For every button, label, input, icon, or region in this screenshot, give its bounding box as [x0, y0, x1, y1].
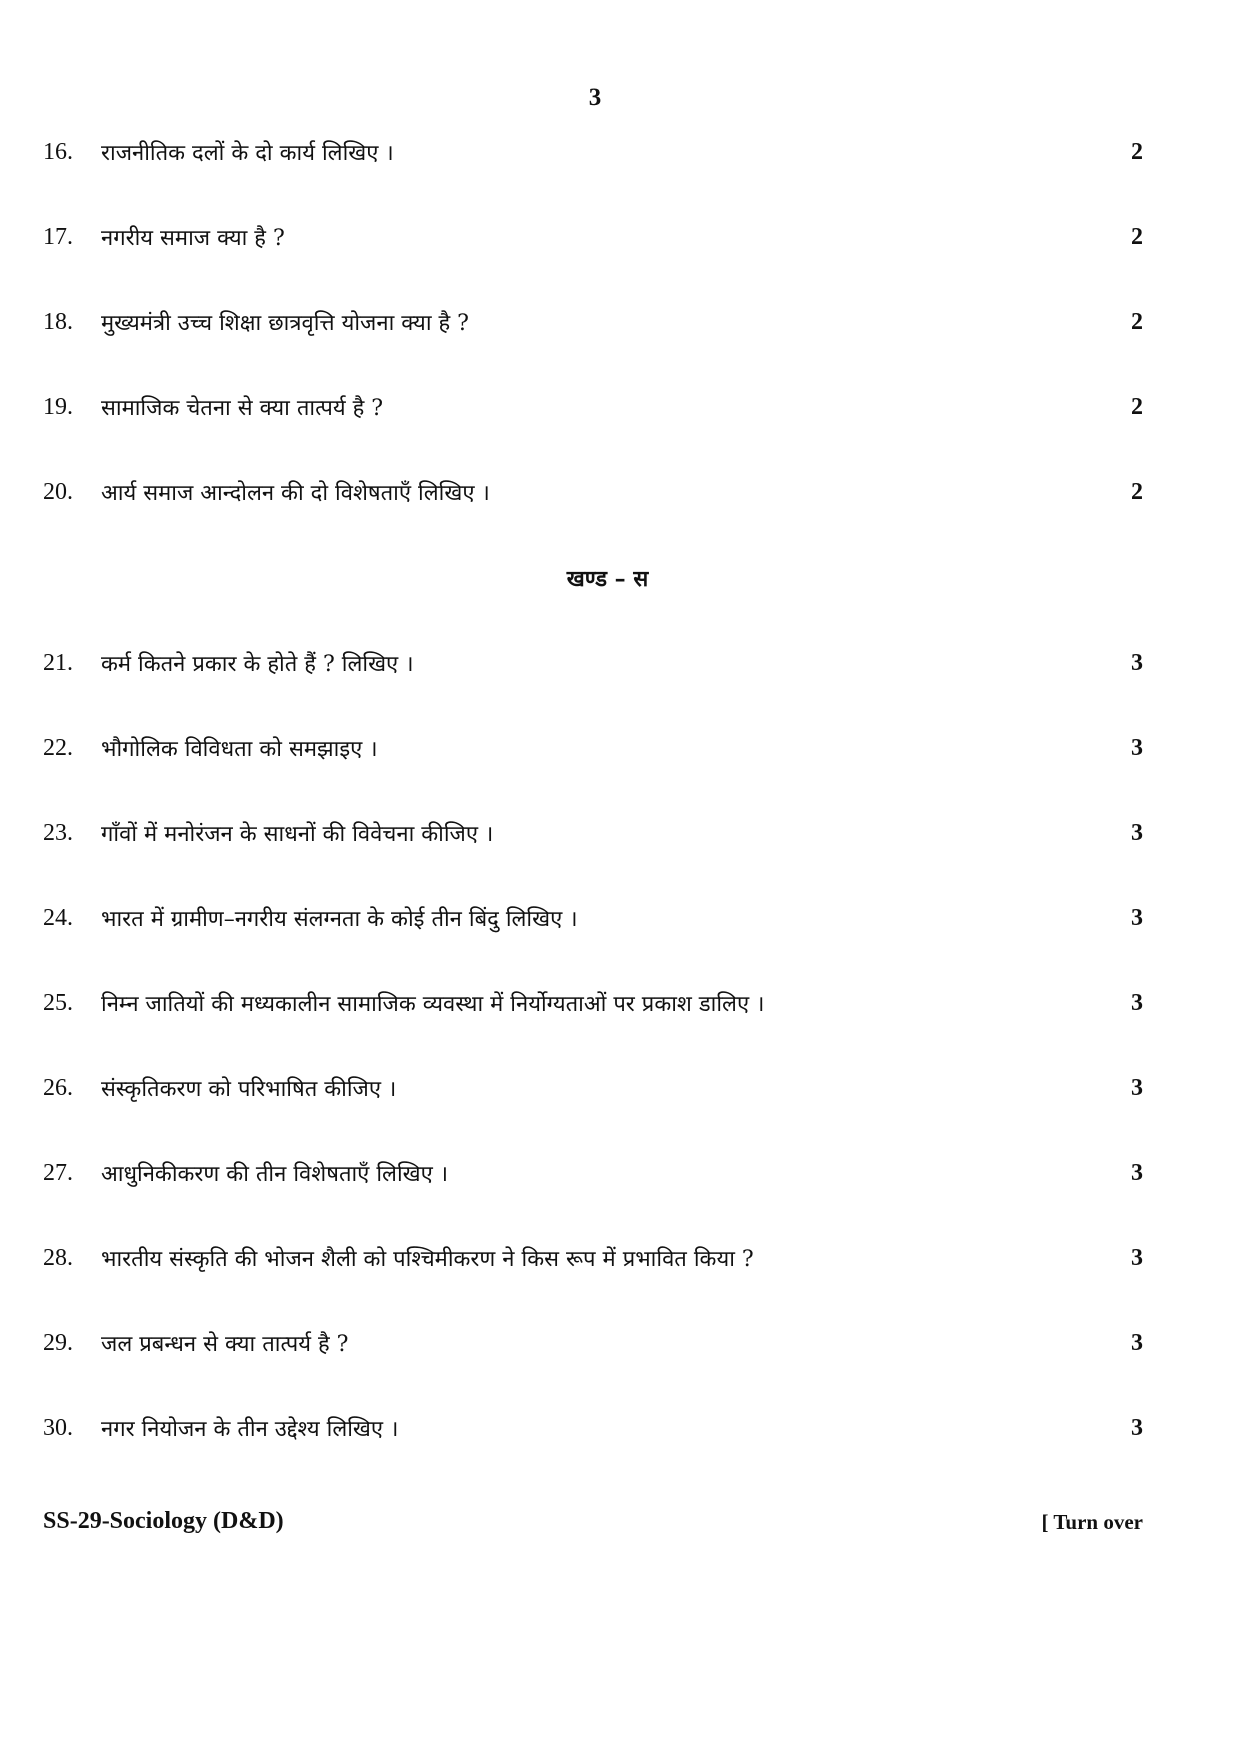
question-number: 27.	[43, 1159, 73, 1186]
question-number: 20.	[43, 478, 73, 505]
question-text: भारत में ग्रामीण–नगरीय संलग्नता के कोई तीन बिंदु लिखिए ।	[101, 907, 578, 932]
question-18	[43, 302, 1143, 342]
question-27	[43, 1153, 1143, 1193]
question-number: 22.	[43, 734, 73, 761]
question-24	[43, 898, 1143, 938]
paper-code: SS-29-Sociology (D&D)	[43, 1508, 284, 1534]
question-marks: 3	[1131, 1074, 1143, 1101]
turn-over-note: [ Turn over	[1041, 1510, 1143, 1534]
question-20	[43, 472, 1143, 512]
question-17	[43, 217, 1143, 257]
question-number: 17.	[43, 223, 73, 250]
question-marks: 2	[1131, 478, 1143, 505]
question-marks: 3	[1131, 649, 1143, 676]
question-marks: 3	[1131, 989, 1143, 1016]
question-marks: 2	[1131, 138, 1143, 165]
question-number: 21.	[43, 649, 73, 676]
question-22	[43, 728, 1143, 768]
question-text: नगर नियोजन के तीन उद्देश्य लिखिए ।	[101, 1417, 399, 1442]
question-23	[43, 813, 1143, 853]
question-number: 18.	[43, 308, 73, 335]
question-21	[43, 643, 1143, 683]
question-marks: 3	[1131, 1244, 1143, 1271]
question-marks: 3	[1131, 734, 1143, 761]
question-marks: 3	[1131, 819, 1143, 846]
question-text: संस्कृतिकरण को परिभाषित कीजिए ।	[101, 1077, 397, 1102]
question-text: भारतीय संस्कृति की भोजन शैली को पश्चिमीकरण ने किस रूप में प्रभावित किया ?	[101, 1247, 754, 1272]
question-28	[43, 1238, 1143, 1278]
question-number: 26.	[43, 1074, 73, 1101]
question-19	[43, 387, 1143, 427]
question-text: निम्न जातियों की मध्यकालीन सामाजिक व्यवस्था में निर्योग्यताओं पर प्रकाश डालिए ।	[101, 992, 765, 1017]
question-number: 28.	[43, 1244, 73, 1271]
question-text: राजनीतिक दलों के दो कार्य लिखिए ।	[101, 141, 394, 166]
question-text: मुख्यमंत्री उच्च शिक्षा छात्रवृत्ति योजना क्या है ?	[101, 311, 469, 336]
question-29	[43, 1323, 1143, 1363]
question-text: जल प्रबन्धन से क्या तात्पर्य है ?	[101, 1332, 349, 1357]
question-text: आर्य समाज आन्दोलन की दो विशेषताएँ लिखिए ।	[101, 481, 490, 506]
question-text: नगरीय समाज क्या है ?	[101, 226, 285, 251]
question-number: 24.	[43, 904, 73, 931]
question-16	[43, 132, 1143, 172]
question-marks: 3	[1131, 1414, 1143, 1441]
page-number: 3	[588, 84, 602, 111]
question-30	[43, 1408, 1143, 1448]
question-text: कर्म कितने प्रकार के होते हैं ? लिखिए ।	[101, 652, 414, 677]
question-marks: 2	[1131, 393, 1143, 420]
question-number: 19.	[43, 393, 73, 420]
question-number: 23.	[43, 819, 73, 846]
question-text: सामाजिक चेतना से क्या तात्पर्य है ?	[101, 396, 384, 421]
question-marks: 2	[1131, 308, 1143, 335]
question-text: भौगोलिक विविधता को समझाइए ।	[101, 737, 378, 762]
question-number: 16.	[43, 138, 73, 165]
question-number: 30.	[43, 1414, 73, 1441]
question-number: 25.	[43, 989, 73, 1016]
question-25	[43, 983, 1143, 1023]
question-marks: 2	[1131, 223, 1143, 250]
question-marks: 3	[1131, 1329, 1143, 1356]
question-marks: 3	[1131, 1159, 1143, 1186]
question-text: गाँवों में मनोरंजन के साधनों की विवेचना कीजिए ।	[101, 822, 494, 847]
question-26	[43, 1068, 1143, 1108]
question-text: आधुनिकीकरण की तीन विशेषताएँ लिखिए ।	[101, 1162, 449, 1187]
question-number: 29.	[43, 1329, 73, 1356]
section-heading: खण्ड – स	[566, 566, 649, 592]
question-marks: 3	[1131, 904, 1143, 931]
